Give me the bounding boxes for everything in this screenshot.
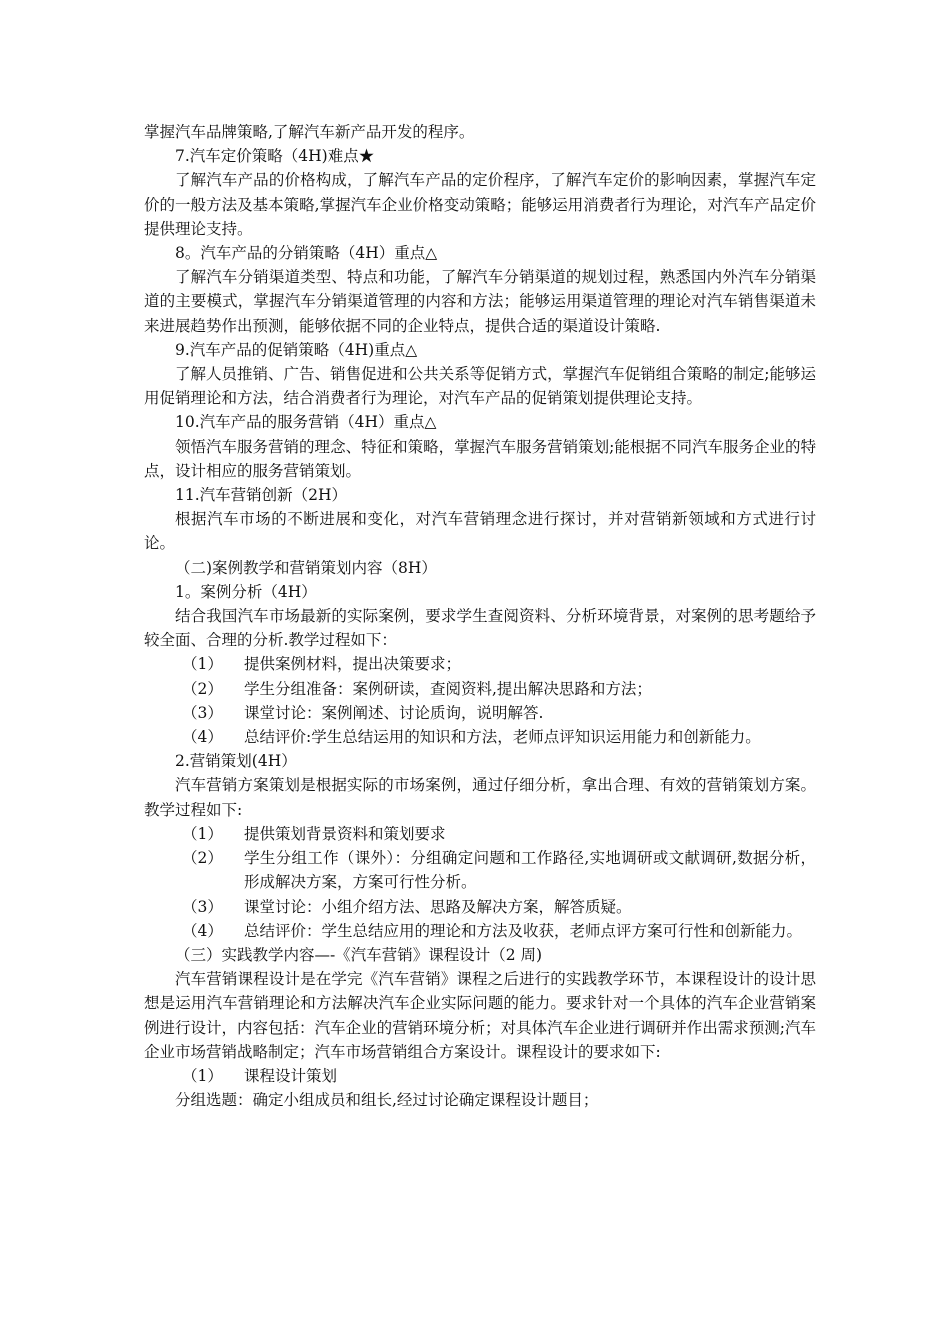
list-item-number: （4）: [182, 921, 223, 940]
case-steps-list: [144, 652, 816, 749]
list-item-text: 课堂讨论：小组介绍方法、思路及解决方案，解答质疑。: [244, 897, 632, 916]
list-item-text: 提供策划背景资料和策划要求: [244, 824, 446, 843]
list-item: [144, 1064, 816, 1088]
paragraph-innovation: 根据汽车市场的不断进展和变化，对汽车营销理念进行探讨，并对营销新领域和方式进行讨论。: [144, 510, 816, 553]
list-item: [144, 701, 816, 725]
paragraph-distribution: 了解汽车分销渠道类型、特点和功能，了解汽车分销渠道的规划过程，熟悉国内外汽车分销渠道的主要模式，掌握汽车分销渠道管理的内容和方法；能够运用渠道管理的理论对汽车销售渠道未来进展趋势作出预测，能够依据不同的企业特点，提供合适的渠道设计策略.: [144, 268, 816, 335]
heading-distribution-strategy: 8。汽车产品的分销策略（4H）重点△: [175, 244, 438, 263]
heading-marketing-innovation: 11.汽车营销创新（2H）: [175, 486, 348, 505]
paragraph-marketing-plan: 汽车营销方案策划是根据实际的市场案例，通过仔细分析，拿出合理、有效的营销策划方案。教学过程如下:: [144, 776, 816, 819]
paragraph-pricing: 了解汽车产品的价格构成，了解汽车产品的定价程序，了解汽车定价的影响因素，掌握汽车定价的一般方法及基本策略,掌握汽车企业价格变动策略；能够运用消费者行为理论，对汽车产品定价提供理论支持。: [144, 171, 816, 238]
paragraph-promotion: 了解人员推销、广告、销售促进和公共关系等促销方式，掌握汽车促销组合策略的制定;能够运用促销理论和方法，结合消费者行为理论，对汽车产品的促销策划提供理论支持。: [144, 365, 816, 408]
list-item-text: 提供案例材料，提出决策要求；: [244, 655, 462, 674]
heading-promotion-strategy: 9.汽车产品的促销策略（4H)重点△: [175, 340, 418, 359]
list-item-number: （1）: [182, 824, 223, 843]
paragraph-brand-strategy: 掌握汽车品牌策略,了解汽车新产品开发的程序。: [144, 123, 475, 141]
document-body: [144, 120, 816, 1112]
list-item: [144, 725, 816, 749]
paragraph-course-design: 汽车营销课程设计是在学完《汽车营销》课程之后进行的实践教学环节，本课程设计的设计思想是运用汽车营销理论和方法解决汽车企业实际问题的能力。要求针对一个具体的汽车企业营销案例进行设计，内容包括：汽车企业的营销环境分析；对具体汽车企业进行调研并作出需求预测;汽车企业市场营销战略制定；汽车市场营销组合方案设计。课程设计的要求如下:: [144, 970, 816, 1061]
list-item-number: （2）: [182, 849, 223, 868]
list-item: [144, 895, 816, 919]
list-item-number: （1）: [182, 655, 223, 674]
list-item: [144, 822, 816, 846]
list-item: [144, 846, 816, 894]
design-steps-list: [144, 1064, 816, 1088]
list-item-text: 学生分组工作（课外）：分组确定问题和工作路径,实地调研或文献调研,数据分析，形成解决方案，方案可行性分析。: [244, 849, 816, 892]
list-item-number: （3）: [182, 703, 223, 722]
paragraph-service: 领悟汽车服务营销的理念、特征和策略，掌握汽车服务营销策划;能根据不同汽车服务企业的特点，设计相应的服务营销策划。: [144, 437, 816, 480]
list-item: [144, 652, 816, 676]
list-item-text: 课堂讨论：案例阐述、讨论质询，说明解答.: [244, 703, 544, 722]
list-item: [144, 677, 816, 701]
list-item-number: （1）: [182, 1066, 223, 1085]
heading-practice-teaching: （三）实践教学内容—-《汽车营销》课程设计（2 周): [175, 945, 543, 964]
list-item-number: （3）: [182, 897, 223, 916]
list-item-number: （2）: [182, 679, 223, 698]
paragraph-case-analysis: 结合我国汽车市场最新的实际案例，要求学生查阅资料、分析环境背景，对案例的思考题给予较全面、合理的分析.教学过程如下：: [144, 607, 816, 650]
list-item-text: 课程设计策划: [244, 1066, 338, 1085]
list-item-text: 总结评价:学生总结运用的知识和方法，老师点评知识运用能力和创新能力。: [244, 728, 761, 747]
list-item: [144, 919, 816, 943]
list-item-text: 学生分组准备：案例研读，查阅资料,提出解决思路和方法；: [244, 679, 652, 698]
heading-pricing-strategy: 7.汽车定价策略（4H)难点★: [175, 147, 375, 166]
paragraph-group-selection: 分组选题：确定小组成员和组长,经过讨论确定课程设计题目；: [175, 1091, 599, 1110]
heading-service-marketing: 10.汽车产品的服务营销（4H）重点△: [175, 413, 437, 432]
heading-case-analysis: 1。案例分析（4H）: [175, 582, 317, 601]
heading-marketing-plan: 2.营销策划(4H）: [175, 752, 297, 771]
list-item-number: （4）: [182, 728, 223, 747]
plan-steps-list: [144, 822, 816, 943]
list-item-text: 总结评价：学生总结应用的理论和方法及收获，老师点评方案可行性和创新能力。: [244, 921, 803, 940]
heading-case-teaching: （二)案例教学和营销策划内容（8H）: [175, 558, 437, 577]
